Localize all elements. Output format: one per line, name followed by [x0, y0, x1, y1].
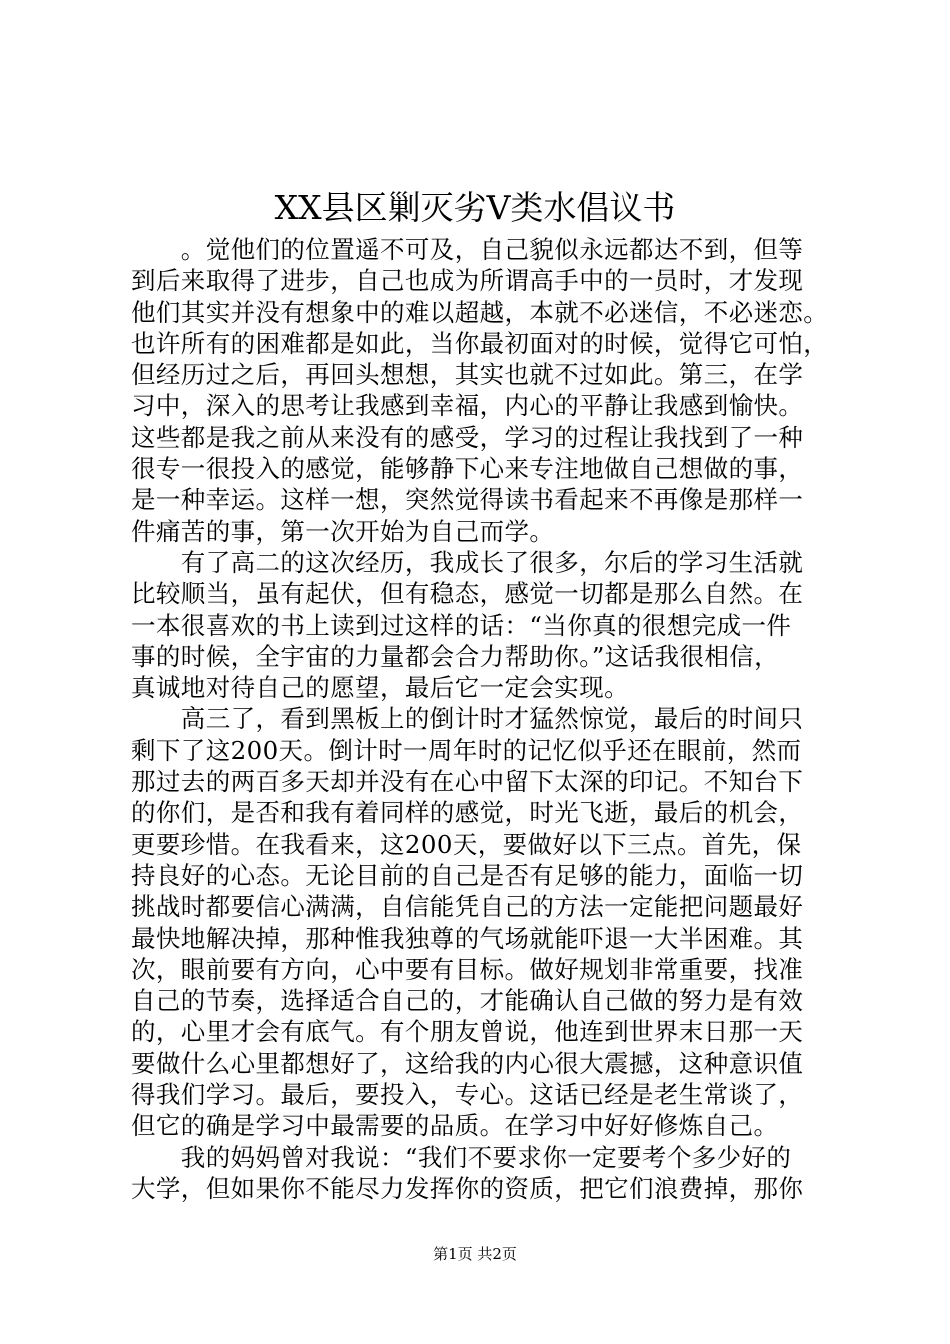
body-line: 事的时候，全宇宙的力量都会合力帮助你。”这话我很相信，: [131, 641, 780, 671]
body-line: 自己的节奏，选择适合自己的，才能确认自己做的努力是有效: [131, 986, 804, 1016]
body-line: 有了高二的这次经历，我成长了很多，尔后的学习生活就: [131, 547, 804, 577]
body-line: 更要珍惜。在我看来，这200天，要做好以下三点。首先，保: [131, 829, 802, 859]
body-line: 但经历过之后，再回头想想，其实也就不过如此。第三，在学: [131, 360, 804, 390]
body-line: 挑战时都要信心满满，自信能凭自己的方法一定能把问题最好: [131, 892, 804, 922]
body-line: 最快地解决掉，那种惟我独尊的气场就能吓退一大半困难。其: [131, 923, 804, 953]
body-line: 要做什么心里都想好了，这给我的内心很大震撼，这种意识值: [131, 1048, 804, 1078]
body-line: 比较顺当，虽有起伏，但有稳态，感觉一切都是那么自然。在: [131, 579, 804, 609]
body-line: 持良好的心态。无论目前的自己是否有足够的能力，面临一切: [131, 860, 804, 890]
body-line: 大学，但如果你不能尽力发挥你的资质，把它们浪费掉，那你: [131, 1173, 804, 1203]
body-line: 一本很喜欢的书上读到过这样的话：“当你真的很想完成一件: [131, 610, 792, 640]
body-line: 。觉他们的位置遥不可及，自己貌似永远都达不到，但等: [131, 235, 804, 264]
body-line: 件痛苦的事，第一次开始为自己而学。: [131, 516, 555, 546]
body-line: 高三了，看到黑板上的倒计时才猛然惊觉，最后的时间只: [131, 704, 804, 734]
body-line: 是一种幸运。这样一想，突然觉得读书看起来不再像是那样一: [131, 485, 804, 515]
body-line: 也许所有的困难都是如此，当你最初面对的时候，觉得它可怕，: [131, 328, 829, 358]
body-line: 很专一很投入的感觉，能够静下心来专注地做自己想做的事，: [131, 454, 804, 484]
document-body: [131, 234, 835, 1204]
body-line: 真诚地对待自己的愿望，最后它一定会实现。: [131, 673, 629, 703]
body-line: 得我们学习。最后，要投入，专心。这话已经是老生常谈了，: [131, 1080, 804, 1110]
body-line: 习中，深入的思考让我感到幸福，内心的平静让我感到愉快。: [131, 391, 804, 421]
page-number-footer: 第1页 共2页: [433, 1245, 517, 1263]
body-line: 到后来取得了进步，自己也成为所谓高手中的一员时，才发现: [131, 266, 804, 296]
document-title: XX县区剿灭劣Ⅴ类水倡议书: [274, 188, 676, 227]
body-line: 这些都是我之前从来没有的感受，学习的过程让我找到了一种: [131, 422, 804, 452]
body-line: 的你们，是否和我有着同样的感觉，时光飞逝，最后的机会，: [131, 798, 804, 828]
body-line: 剩下了这200天。倒计时一周年时的记忆似乎还在眼前，然而: [131, 735, 802, 765]
body-line: 的，心里才会有底气。有个朋友曾说，他连到世界末日那一天: [131, 1017, 804, 1047]
body-line: 那过去的两百多天却并没有在心中留下太深的印记。不知台下: [131, 767, 804, 797]
body-line: 我的妈妈曾对我说：“我们不要求你一定要考个多少好的: [131, 1142, 792, 1172]
body-line: 他们其实并没有想象中的难以超越，本就不必迷信，不必迷恋。: [131, 297, 829, 327]
body-line: 次，眼前要有方向，心中要有目标。做好规划非常重要，找准: [131, 954, 804, 984]
body-line: 但它的确是学习中最需要的品质。在学习中好好修炼自己。: [131, 1111, 779, 1141]
